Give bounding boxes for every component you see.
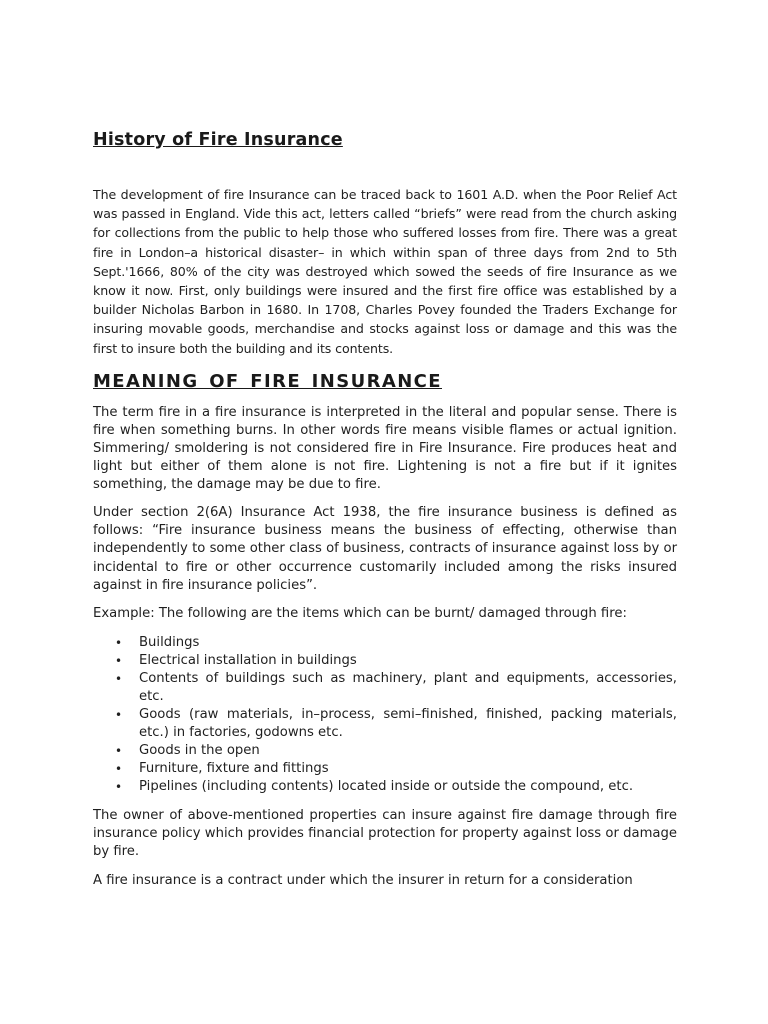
list-item xyxy=(115,760,677,778)
bullet-icon: • xyxy=(115,761,123,776)
bullet-icon: • xyxy=(115,653,123,668)
meaning-heading: MEANING OF FIRE INSURANCE xyxy=(93,370,442,392)
list-item-text: Contents of buildings such as machinery, plant and equipments, accessories, etc. xyxy=(139,670,677,704)
list-item-text: Buildings xyxy=(139,634,200,650)
page-title: History of Fire Insurance xyxy=(93,130,343,150)
bullet-icon: • xyxy=(115,779,123,794)
document-body xyxy=(93,128,677,890)
list-item-text: Goods (raw materials, in–process, semi–finished, finished, packing materials, etc.) in factories, godowns etc. xyxy=(139,706,677,740)
list-item xyxy=(115,670,677,706)
list-item-text: Pipelines (including contents) located inside or outside the compound, etc. xyxy=(139,778,634,794)
bullet-icon: • xyxy=(115,743,123,758)
bullet-icon: • xyxy=(115,635,123,650)
list-item-text: Furniture, fixture and fittings xyxy=(139,760,329,776)
list-item xyxy=(115,652,677,670)
bullet-icon: • xyxy=(115,671,123,686)
list-item-text: Goods in the open xyxy=(139,742,260,758)
burnable-items-list xyxy=(93,634,677,796)
example-paragraph: Example: The following are the items which can be burnt/ damaged through fire: xyxy=(93,605,627,621)
history-paragraph: The development of fire Insurance can be traced back to 1601 A.D. when the Poor Relief Act was passed in England. Vide this act, letters called “briefs” were read from the church asking for collections from the public to help those who suffered losses from fire. There was a great fire in London–a historical disaster– in which within span of three days from 2nd to 5th Sept.'1666, 80% of the city was destroyed which sowed the seeds of fire Insurance as we know it now. First, only buildings were insured and the first fire office was established by a builder Nicholas Barbon in 1680. In 1708, Charles Povey founded the Traders Exchange for insuring movable goods, merchandise and stocks against loss or damage and this was the first to insure both the building and its contents. xyxy=(93,187,677,356)
owner-paragraph: The owner of above-mentioned properties can insure against fire damage through fire insurance policy which provides financial protection for property against loss or damage by fire. xyxy=(93,807,677,860)
bullet-icon: • xyxy=(115,707,123,722)
list-item xyxy=(115,742,677,760)
list-item-text: Electrical installation in buildings xyxy=(139,652,357,668)
list-item xyxy=(115,706,677,742)
list-item xyxy=(115,634,677,652)
meaning-paragraph: The term fire in a fire insurance is interpreted in the literal and popular sense. There is fire when something burns. In other words fire means visible flames or actual ignition. Simmering/ smoldering is not considered fire in Fire Insurance. Fire produces heat and light but either of them alone is not fire. Lightening is not a fire but if it ignites something, the damage may be due to fire. xyxy=(93,404,677,493)
list-item xyxy=(115,778,677,796)
contract-paragraph: A fire insurance is a contract under which the insurer in return for a consideration xyxy=(93,873,633,889)
definition-paragraph: Under section 2(6A) Insurance Act 1938, the fire insurance business is defined as follows: “Fire insurance business means the business of effecting, otherwise than independently to some other class of business, contracts of insurance against loss by or incidental to fire or other occurrence customarily included among the risks insured against in fire insurance policies”. xyxy=(93,505,677,593)
